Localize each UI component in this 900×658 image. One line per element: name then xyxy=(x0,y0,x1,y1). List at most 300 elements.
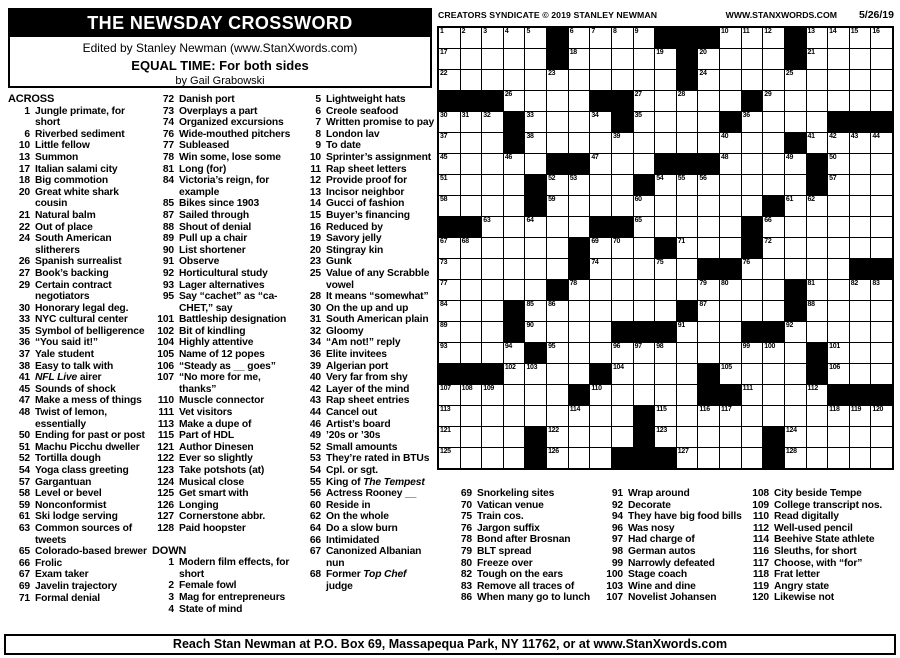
grid-cell[interactable] xyxy=(698,49,719,69)
grid-cell[interactable] xyxy=(850,28,871,48)
grid-cell[interactable] xyxy=(807,448,828,468)
grid-cell[interactable] xyxy=(785,385,806,405)
grid-cell[interactable] xyxy=(655,196,676,216)
grid-cell[interactable] xyxy=(612,133,633,153)
grid-cell[interactable] xyxy=(655,49,676,69)
grid-cell[interactable] xyxy=(720,175,741,195)
grid-cell[interactable] xyxy=(850,133,871,153)
grid-cell[interactable] xyxy=(634,238,655,258)
grid-cell[interactable] xyxy=(504,70,525,90)
grid-cell[interactable] xyxy=(742,385,763,405)
grid-cell[interactable] xyxy=(742,28,763,48)
grid-cell[interactable] xyxy=(828,259,849,279)
grid-cell[interactable] xyxy=(763,385,784,405)
grid-cell[interactable] xyxy=(655,280,676,300)
grid-cell[interactable] xyxy=(439,112,460,132)
grid-cell[interactable] xyxy=(525,238,546,258)
grid-cell[interactable] xyxy=(828,154,849,174)
grid-cell[interactable] xyxy=(504,343,525,363)
grid-cell[interactable] xyxy=(439,28,460,48)
grid-cell[interactable] xyxy=(547,406,568,426)
grid-cell[interactable] xyxy=(482,406,503,426)
grid-cell[interactable] xyxy=(742,133,763,153)
grid-cell[interactable] xyxy=(828,196,849,216)
grid-cell[interactable] xyxy=(807,385,828,405)
grid-cell[interactable] xyxy=(569,196,590,216)
grid-cell[interactable] xyxy=(461,259,482,279)
grid-cell[interactable] xyxy=(720,364,741,384)
grid-cell[interactable] xyxy=(720,91,741,111)
grid-cell[interactable] xyxy=(850,70,871,90)
grid-cell[interactable] xyxy=(634,196,655,216)
grid-cell[interactable] xyxy=(871,175,892,195)
grid-cell[interactable] xyxy=(461,343,482,363)
grid-cell[interactable] xyxy=(482,322,503,342)
grid-cell[interactable] xyxy=(590,49,611,69)
grid-cell[interactable] xyxy=(634,259,655,279)
grid-cell[interactable] xyxy=(763,217,784,237)
grid-cell[interactable] xyxy=(461,238,482,258)
grid-cell[interactable] xyxy=(807,112,828,132)
grid-cell[interactable] xyxy=(698,217,719,237)
grid-cell[interactable] xyxy=(655,91,676,111)
grid-cell[interactable] xyxy=(655,343,676,363)
grid-cell[interactable] xyxy=(590,259,611,279)
grid-cell[interactable] xyxy=(871,406,892,426)
grid-cell[interactable] xyxy=(807,49,828,69)
grid-cell[interactable] xyxy=(763,343,784,363)
grid-cell[interactable] xyxy=(698,343,719,363)
grid-cell[interactable] xyxy=(482,133,503,153)
grid-cell[interactable] xyxy=(569,112,590,132)
grid-cell[interactable] xyxy=(807,280,828,300)
grid-cell[interactable] xyxy=(742,406,763,426)
grid-cell[interactable] xyxy=(850,343,871,363)
grid-cell[interactable] xyxy=(871,49,892,69)
grid-cell[interactable] xyxy=(698,196,719,216)
grid-cell[interactable] xyxy=(720,133,741,153)
grid-cell[interactable] xyxy=(720,196,741,216)
grid-cell[interactable] xyxy=(634,91,655,111)
grid-cell[interactable] xyxy=(439,322,460,342)
grid-cell[interactable] xyxy=(547,238,568,258)
grid-cell[interactable] xyxy=(612,301,633,321)
grid-cell[interactable] xyxy=(871,91,892,111)
grid-cell[interactable] xyxy=(504,154,525,174)
grid-cell[interactable] xyxy=(677,448,698,468)
grid-cell[interactable] xyxy=(655,364,676,384)
grid-cell[interactable] xyxy=(569,301,590,321)
grid-cell[interactable] xyxy=(504,259,525,279)
grid-cell[interactable] xyxy=(439,385,460,405)
grid-cell[interactable] xyxy=(482,112,503,132)
grid-cell[interactable] xyxy=(763,175,784,195)
grid-cell[interactable] xyxy=(504,280,525,300)
grid-cell[interactable] xyxy=(807,259,828,279)
grid-cell[interactable] xyxy=(590,28,611,48)
grid-cell[interactable] xyxy=(482,259,503,279)
grid-cell[interactable] xyxy=(742,280,763,300)
grid-cell[interactable] xyxy=(504,175,525,195)
grid-cell[interactable] xyxy=(590,196,611,216)
grid-cell[interactable] xyxy=(807,70,828,90)
grid-cell[interactable] xyxy=(698,133,719,153)
grid-cell[interactable] xyxy=(785,91,806,111)
grid-cell[interactable] xyxy=(677,259,698,279)
grid-cell[interactable] xyxy=(439,175,460,195)
grid-cell[interactable] xyxy=(785,322,806,342)
grid-cell[interactable] xyxy=(590,448,611,468)
grid-cell[interactable] xyxy=(742,301,763,321)
grid-cell[interactable] xyxy=(482,49,503,69)
grid-cell[interactable] xyxy=(655,70,676,90)
grid-cell[interactable] xyxy=(525,70,546,90)
grid-cell[interactable] xyxy=(785,406,806,426)
grid-cell[interactable] xyxy=(828,28,849,48)
grid-cell[interactable] xyxy=(677,322,698,342)
grid-cell[interactable] xyxy=(525,91,546,111)
grid-cell[interactable] xyxy=(850,448,871,468)
grid-cell[interactable] xyxy=(439,154,460,174)
grid-cell[interactable] xyxy=(525,133,546,153)
grid-cell[interactable] xyxy=(828,322,849,342)
grid-cell[interactable] xyxy=(807,427,828,447)
grid-cell[interactable] xyxy=(569,427,590,447)
grid-cell[interactable] xyxy=(698,70,719,90)
grid-cell[interactable] xyxy=(634,280,655,300)
grid-cell[interactable] xyxy=(850,280,871,300)
grid-cell[interactable] xyxy=(504,238,525,258)
grid-cell[interactable] xyxy=(461,154,482,174)
grid-cell[interactable] xyxy=(828,91,849,111)
grid-cell[interactable] xyxy=(547,322,568,342)
grid-cell[interactable] xyxy=(547,91,568,111)
grid-cell[interactable] xyxy=(763,91,784,111)
grid-cell[interactable] xyxy=(677,364,698,384)
grid-cell[interactable] xyxy=(850,364,871,384)
grid-cell[interactable] xyxy=(871,217,892,237)
grid-cell[interactable] xyxy=(871,196,892,216)
grid-cell[interactable] xyxy=(569,133,590,153)
grid-cell[interactable] xyxy=(482,196,503,216)
grid-cell[interactable] xyxy=(785,259,806,279)
grid-cell[interactable] xyxy=(763,70,784,90)
grid-cell[interactable] xyxy=(461,133,482,153)
grid-cell[interactable] xyxy=(720,301,741,321)
grid-cell[interactable] xyxy=(720,70,741,90)
grid-cell[interactable] xyxy=(785,112,806,132)
grid-cell[interactable] xyxy=(590,406,611,426)
grid-cell[interactable] xyxy=(720,343,741,363)
grid-cell[interactable] xyxy=(547,70,568,90)
grid-cell[interactable] xyxy=(871,28,892,48)
grid-cell[interactable] xyxy=(569,280,590,300)
grid-cell[interactable] xyxy=(655,112,676,132)
grid-cell[interactable] xyxy=(461,28,482,48)
grid-cell[interactable] xyxy=(504,28,525,48)
grid-cell[interactable] xyxy=(871,322,892,342)
grid-cell[interactable] xyxy=(547,217,568,237)
grid-cell[interactable] xyxy=(634,301,655,321)
grid-cell[interactable] xyxy=(612,343,633,363)
grid-cell[interactable] xyxy=(482,280,503,300)
grid-cell[interactable] xyxy=(439,406,460,426)
grid-cell[interactable] xyxy=(828,217,849,237)
grid-cell[interactable] xyxy=(439,427,460,447)
grid-cell[interactable] xyxy=(634,154,655,174)
grid-cell[interactable] xyxy=(439,238,460,258)
grid-cell[interactable] xyxy=(828,238,849,258)
grid-cell[interactable] xyxy=(590,238,611,258)
grid-cell[interactable] xyxy=(504,427,525,447)
grid-cell[interactable] xyxy=(461,385,482,405)
grid-cell[interactable] xyxy=(590,175,611,195)
grid-cell[interactable] xyxy=(504,406,525,426)
grid-cell[interactable] xyxy=(612,427,633,447)
grid-cell[interactable] xyxy=(590,112,611,132)
grid-cell[interactable] xyxy=(871,448,892,468)
grid-cell[interactable] xyxy=(461,175,482,195)
grid-cell[interactable] xyxy=(461,196,482,216)
grid-cell[interactable] xyxy=(482,175,503,195)
grid-cell[interactable] xyxy=(807,28,828,48)
grid-cell[interactable] xyxy=(525,364,546,384)
grid-cell[interactable] xyxy=(850,175,871,195)
grid-cell[interactable] xyxy=(677,196,698,216)
grid-cell[interactable] xyxy=(828,427,849,447)
grid-cell[interactable] xyxy=(807,196,828,216)
grid-cell[interactable] xyxy=(634,133,655,153)
grid-cell[interactable] xyxy=(569,91,590,111)
grid-cell[interactable] xyxy=(742,49,763,69)
grid-cell[interactable] xyxy=(828,364,849,384)
grid-cell[interactable] xyxy=(720,238,741,258)
grid-cell[interactable] xyxy=(828,406,849,426)
grid-cell[interactable] xyxy=(612,175,633,195)
grid-cell[interactable] xyxy=(698,280,719,300)
grid-cell[interactable] xyxy=(807,406,828,426)
grid-cell[interactable] xyxy=(763,406,784,426)
grid-cell[interactable] xyxy=(525,406,546,426)
grid-cell[interactable] xyxy=(569,28,590,48)
grid-cell[interactable] xyxy=(698,112,719,132)
grid-cell[interactable] xyxy=(569,322,590,342)
grid-cell[interactable] xyxy=(785,196,806,216)
grid-cell[interactable] xyxy=(763,259,784,279)
grid-cell[interactable] xyxy=(612,49,633,69)
grid-cell[interactable] xyxy=(807,91,828,111)
grid-cell[interactable] xyxy=(720,217,741,237)
grid-cell[interactable] xyxy=(547,112,568,132)
grid-cell[interactable] xyxy=(763,28,784,48)
grid-cell[interactable] xyxy=(482,217,503,237)
grid-cell[interactable] xyxy=(785,364,806,384)
grid-cell[interactable] xyxy=(590,133,611,153)
grid-cell[interactable] xyxy=(720,154,741,174)
grid-cell[interactable] xyxy=(504,217,525,237)
grid-cell[interactable] xyxy=(871,364,892,384)
grid-cell[interactable] xyxy=(525,280,546,300)
grid-cell[interactable] xyxy=(807,301,828,321)
grid-cell[interactable] xyxy=(785,238,806,258)
grid-cell[interactable] xyxy=(807,238,828,258)
grid-cell[interactable] xyxy=(698,406,719,426)
grid-cell[interactable] xyxy=(569,49,590,69)
grid-cell[interactable] xyxy=(525,28,546,48)
grid-cell[interactable] xyxy=(742,70,763,90)
grid-cell[interactable] xyxy=(569,406,590,426)
grid-cell[interactable] xyxy=(828,301,849,321)
grid-cell[interactable] xyxy=(677,385,698,405)
grid-cell[interactable] xyxy=(439,448,460,468)
grid-cell[interactable] xyxy=(720,427,741,447)
grid-cell[interactable] xyxy=(763,133,784,153)
grid-cell[interactable] xyxy=(655,301,676,321)
grid-cell[interactable] xyxy=(482,427,503,447)
grid-cell[interactable] xyxy=(677,133,698,153)
grid-cell[interactable] xyxy=(871,133,892,153)
grid-cell[interactable] xyxy=(871,427,892,447)
grid-cell[interactable] xyxy=(461,301,482,321)
grid-cell[interactable] xyxy=(461,280,482,300)
grid-cell[interactable] xyxy=(785,154,806,174)
grid-cell[interactable] xyxy=(461,322,482,342)
grid-cell[interactable] xyxy=(677,406,698,426)
grid-cell[interactable] xyxy=(612,364,633,384)
grid-cell[interactable] xyxy=(807,217,828,237)
grid-cell[interactable] xyxy=(547,133,568,153)
grid-cell[interactable] xyxy=(461,112,482,132)
grid-cell[interactable] xyxy=(677,343,698,363)
grid-cell[interactable] xyxy=(461,49,482,69)
grid-cell[interactable] xyxy=(698,301,719,321)
grid-cell[interactable] xyxy=(871,70,892,90)
grid-cell[interactable] xyxy=(547,385,568,405)
grid-cell[interactable] xyxy=(461,70,482,90)
grid-cell[interactable] xyxy=(850,217,871,237)
grid-cell[interactable] xyxy=(504,385,525,405)
grid-cell[interactable] xyxy=(634,343,655,363)
grid-cell[interactable] xyxy=(590,280,611,300)
grid-cell[interactable] xyxy=(742,343,763,363)
grid-cell[interactable] xyxy=(439,196,460,216)
grid-cell[interactable] xyxy=(612,70,633,90)
grid-cell[interactable] xyxy=(634,364,655,384)
grid-cell[interactable] xyxy=(850,427,871,447)
grid-cell[interactable] xyxy=(439,259,460,279)
grid-cell[interactable] xyxy=(525,112,546,132)
grid-cell[interactable] xyxy=(850,238,871,258)
grid-cell[interactable] xyxy=(785,70,806,90)
grid-cell[interactable] xyxy=(677,238,698,258)
grid-cell[interactable] xyxy=(742,175,763,195)
grid-cell[interactable] xyxy=(742,154,763,174)
grid-cell[interactable] xyxy=(763,301,784,321)
grid-cell[interactable] xyxy=(677,280,698,300)
grid-cell[interactable] xyxy=(525,301,546,321)
grid-cell[interactable] xyxy=(504,364,525,384)
grid-cell[interactable] xyxy=(439,49,460,69)
grid-cell[interactable] xyxy=(698,322,719,342)
grid-cell[interactable] xyxy=(439,133,460,153)
grid-cell[interactable] xyxy=(828,280,849,300)
grid-cell[interactable] xyxy=(482,238,503,258)
grid-cell[interactable] xyxy=(569,217,590,237)
grid-cell[interactable] xyxy=(461,427,482,447)
grid-cell[interactable] xyxy=(785,448,806,468)
grid-cell[interactable] xyxy=(612,406,633,426)
grid-cell[interactable] xyxy=(677,91,698,111)
grid-cell[interactable] xyxy=(871,280,892,300)
grid-cell[interactable] xyxy=(439,301,460,321)
grid-cell[interactable] xyxy=(720,28,741,48)
grid-cell[interactable] xyxy=(850,322,871,342)
grid-cell[interactable] xyxy=(461,406,482,426)
grid-cell[interactable] xyxy=(590,343,611,363)
grid-cell[interactable] xyxy=(547,343,568,363)
grid-cell[interactable] xyxy=(850,406,871,426)
grid-cell[interactable] xyxy=(742,259,763,279)
grid-cell[interactable] xyxy=(569,70,590,90)
grid-cell[interactable] xyxy=(612,238,633,258)
grid-cell[interactable] xyxy=(720,406,741,426)
grid-cell[interactable] xyxy=(504,448,525,468)
grid-cell[interactable] xyxy=(482,70,503,90)
grid-cell[interactable] xyxy=(612,154,633,174)
grid-cell[interactable] xyxy=(482,385,503,405)
grid-cell[interactable] xyxy=(807,133,828,153)
grid-cell[interactable] xyxy=(785,175,806,195)
grid-cell[interactable] xyxy=(698,238,719,258)
grid-cell[interactable] xyxy=(655,427,676,447)
grid-cell[interactable] xyxy=(547,196,568,216)
grid-cell[interactable] xyxy=(763,112,784,132)
grid-cell[interactable] xyxy=(763,280,784,300)
grid-cell[interactable] xyxy=(655,385,676,405)
grid-cell[interactable] xyxy=(612,28,633,48)
grid-cell[interactable] xyxy=(504,196,525,216)
grid-cell[interactable] xyxy=(720,280,741,300)
grid-cell[interactable] xyxy=(871,343,892,363)
grid-cell[interactable] xyxy=(590,385,611,405)
grid-cell[interactable] xyxy=(547,364,568,384)
grid-cell[interactable] xyxy=(612,259,633,279)
grid-cell[interactable] xyxy=(525,49,546,69)
grid-cell[interactable] xyxy=(742,364,763,384)
grid-cell[interactable] xyxy=(612,280,633,300)
grid-cell[interactable] xyxy=(828,70,849,90)
grid-cell[interactable] xyxy=(677,112,698,132)
grid-cell[interactable] xyxy=(742,448,763,468)
grid-cell[interactable] xyxy=(525,217,546,237)
grid-cell[interactable] xyxy=(698,427,719,447)
grid-cell[interactable] xyxy=(677,427,698,447)
grid-cell[interactable] xyxy=(439,343,460,363)
grid-cell[interactable] xyxy=(785,343,806,363)
grid-cell[interactable] xyxy=(569,448,590,468)
grid-cell[interactable] xyxy=(547,259,568,279)
grid-cell[interactable] xyxy=(634,70,655,90)
grid-cell[interactable] xyxy=(850,91,871,111)
grid-cell[interactable] xyxy=(871,154,892,174)
grid-cell[interactable] xyxy=(590,301,611,321)
grid-cell[interactable] xyxy=(850,49,871,69)
grid-cell[interactable] xyxy=(828,133,849,153)
grid-cell[interactable] xyxy=(655,259,676,279)
grid-cell[interactable] xyxy=(763,154,784,174)
grid-cell[interactable] xyxy=(612,196,633,216)
grid-cell[interactable] xyxy=(525,259,546,279)
